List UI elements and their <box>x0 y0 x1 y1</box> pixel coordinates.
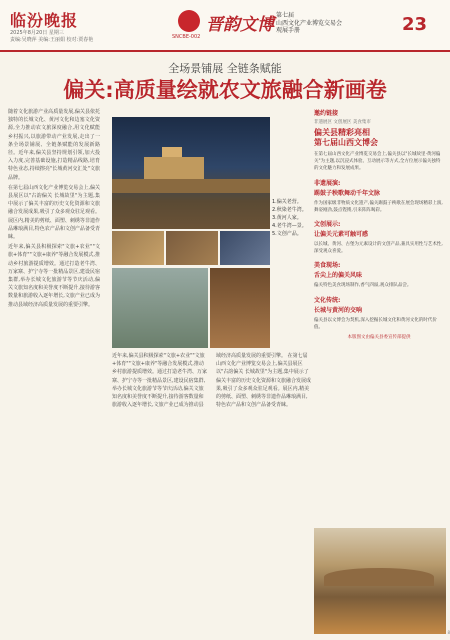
column-text: 随着文化旅游产业高质量发展,偏关县依托独特的长城文化、黄河文化和边塞文化资源,全力推动农文旅深度融合,用文化赋能乡村振兴,以旅游带动产业发展,走出了一条全场景铺展、全链条赋能的发展新路径。近年来,偏关县坚持规划引领,加大投入力度,完善基础设施,打造精品线路,培育特色业态,持续擦亮"长城黄河交汇处"文旅品牌。 <box>8 109 100 181</box>
column-text: 近年来,偏关县积极探索"文旅+农业""文旅+体育""文旅+康养"等融合发展模式,推动乡村旅游提质增效。通过打造老牛湾、万家寨、护宁寺等一批精品景区,建设民宿集群,举办长城文化旅游节等节庆活动,偏关文旅知名度和美誉度不断提升,接待游客数量和旅游收入逐年增长,文旅产业已成为推动县域经济高质量发展的重要引擎。 <box>112 353 287 409</box>
sidebar-meta: 非遗展区 文创展区 美食集市 <box>314 120 371 125</box>
column-text: 在第七届山西文化产业博览交易会上,偏关县展区以"古韵偏关 长城故里"为主题,集中展示了偏关丰富的历史文化资源和文旅融合发展成果,吸引了众多观众驻足观看。展区内,精美的剪纸、面塑、刺绣等非遗作品琳琅满目,特色农产品和文创产品备受青睐。 <box>216 353 312 409</box>
sidebar-section-label: 文创展示: <box>314 221 341 229</box>
sidebar-section-label: 文化传统: <box>314 296 341 304</box>
sidebar-section-title: 舌尖上的偏关风味 <box>314 272 363 280</box>
expo-emblem-icon <box>178 10 200 32</box>
expo-edition: 第七届 <box>276 12 295 19</box>
photo-detail <box>144 157 204 179</box>
caption-5: 5.文创产品。 <box>272 231 302 237</box>
date-line: 2025年8月20日 星期三 <box>10 30 64 36</box>
sidebar-section-title: 让偏关元素可触可感 <box>314 231 369 239</box>
expo-info <box>276 12 342 35</box>
sidebar-section-text: 偏关县以文博会为契机,深入挖掘长城文化和黄河文化的时代价值。 <box>314 317 437 330</box>
caption-1: 1.偏关老营。 <box>272 199 302 205</box>
sidebar-section-text: 以长城、黄河、古堡为元素设计的文创产品,兼具实用性与艺术性,深受观众喜爱。 <box>314 242 443 255</box>
caption-3: 3.黄河人家。 <box>272 215 302 221</box>
photo-night <box>220 231 270 265</box>
sidebar-section-title: 踢鼓子秧歌舞动千年文脉 <box>314 189 381 197</box>
issue-date <box>10 30 93 44</box>
article-headline: 偏关:高质量绘就农文旅融合新画卷 <box>63 78 387 102</box>
photo-captions <box>272 198 312 238</box>
column-text: 近年来,偏关县积极探索"文旅+农业""文旅+体育""文旅+康养"等融合发展模式,推动乡村旅游提质增效。通过打造老牛湾、万家寨、护宁寺等一批精品景区,建设民宿集群,举办长城文化旅游节等节庆活动,偏关文旅知名度和美誉度不断提升,接待游客数量和旅游收入逐年增长,文旅产业已成为推动县域经济高质量发展的重要引擎。 <box>8 244 100 308</box>
photo-fortress <box>112 117 270 229</box>
sidebar-section-text: 偏关特色美食现场制作,香气四溢,观众排队品尝。 <box>314 283 412 289</box>
sidebar-section-label: 美食现场: <box>314 262 341 270</box>
photo-autumn <box>112 231 164 265</box>
article-subheadline: 全场景铺展 全链条赋能 <box>168 62 282 75</box>
column-text: 在第七届山西文化产业博览交易会上,偏关县展区以"古韵偏关 长城故里"为主题,集中展示了偏关丰富的历史文化资源和文旅融合发展成果,吸引了众多观众驻足观看。展区内,精美的剪纸、面塑、刺绣等非遗作品琳琅满目,特色农产品和文创产品备受青睐。 <box>8 184 100 241</box>
photo-detail <box>112 179 270 193</box>
article-column-3 <box>112 352 312 522</box>
sidebar-title-line: 偏关县精彩亮相 <box>314 128 370 137</box>
photo-river <box>112 268 208 348</box>
caption-2: 2.秋染老牛湾。 <box>272 207 307 213</box>
page-footer-number: 8 <box>447 630 450 635</box>
sidebar-intro: 在第七届山西文化产业博览交易会上,偏关县以"长城故里·黄河偏关"为主题,以沉浸式体验、互动展示等方式,全方位展示偏关独特的文化魅力和发展成果。 <box>314 152 441 172</box>
photo-craft <box>210 268 270 348</box>
sidebar-section-text: 作为国家级非物质文化遗产,偏关踢鼓子秧歌在展会现场精彩上演,舞姿刚劲,鼓点铿锵,引来阵阵喝彩。 <box>314 200 443 213</box>
sidebar-section-title: 长城与黄河的交响 <box>314 306 363 314</box>
section-brand: 晋韵文博 <box>206 15 274 35</box>
caption-4: 4.老牛湾—景。 <box>272 223 307 229</box>
photo-landscape <box>314 528 446 634</box>
masthead <box>0 0 450 52</box>
sidebar-label: 邀约链接 <box>314 110 339 117</box>
photo-detail <box>324 568 434 586</box>
sidebar-credit: 本版图文由偏关县委宣传部提供 <box>347 335 411 341</box>
expo-name: 山西文化产业博览交易会 <box>276 19 343 27</box>
editor-line: 责编:吴晓萍 美编:王丽娟 校对:贾春艳 <box>10 37 94 43</box>
page-number: 23 <box>402 14 428 35</box>
photo-village <box>166 231 218 265</box>
emblem-code: SNCBE-002 <box>172 34 201 40</box>
sidebar-title-line: 第七届山西文博会 <box>314 138 378 147</box>
newspaper-logo: 临汾晚报 <box>10 11 79 30</box>
sidebar-title <box>314 128 444 148</box>
sidebar-section-label: 非遗展演: <box>314 179 341 187</box>
expo-handbook: 观展手册 <box>276 27 301 34</box>
article-column-1 <box>8 108 100 628</box>
